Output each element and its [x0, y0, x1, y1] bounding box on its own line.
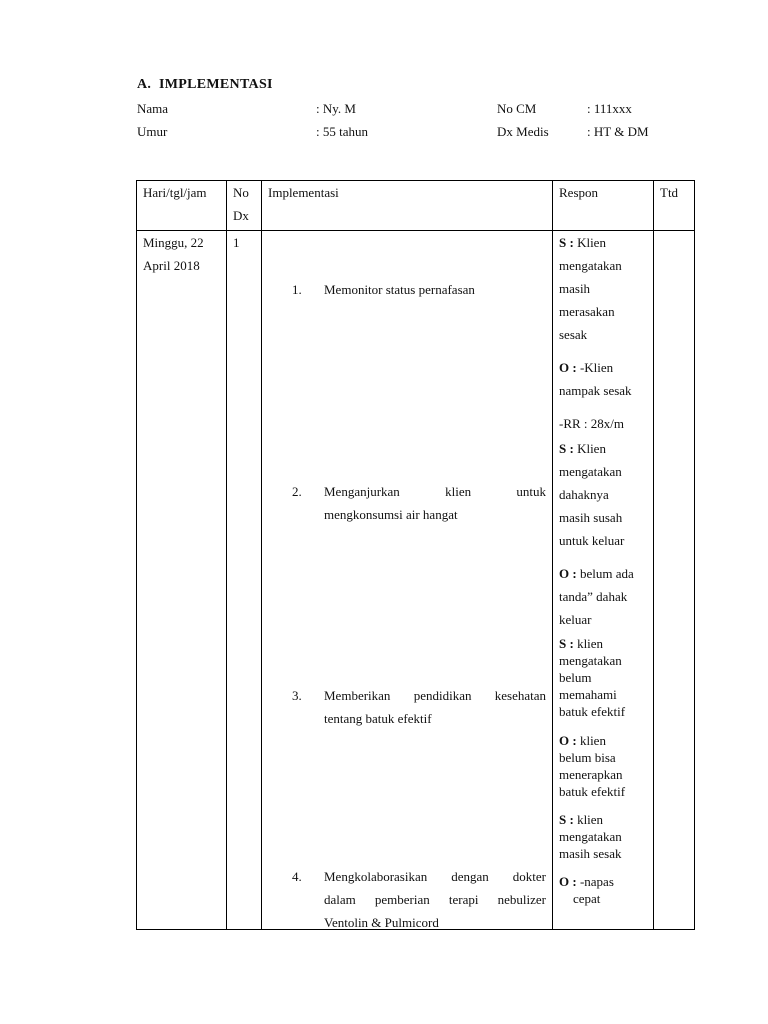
umur-value: : 55 tahun [316, 124, 368, 139]
o-label: O : [559, 566, 577, 581]
nama-value: : Ny. M [316, 101, 356, 116]
impl-text: Ventolin & Pulmicord [324, 915, 439, 930]
respon-text: merasakan [559, 304, 615, 319]
respon-text: klien [573, 812, 604, 827]
respon-text: masih susah [559, 510, 623, 525]
date-line-1: Minggu, 22 [143, 235, 204, 250]
dx-medis-value: : HT & DM [587, 124, 649, 139]
impl-text: Mengkolaborasikan dengan dokter [324, 869, 546, 884]
respon-3-o [559, 732, 647, 800]
respon-text: -RR : 28x/m [559, 416, 625, 431]
header-hari: Hari/tgl/jam [137, 181, 227, 231]
umur-label: Umur [137, 124, 168, 139]
respon-3-s [559, 635, 647, 720]
impl-text: tentang batuk efektif [324, 711, 432, 726]
impl-text: Memberikan pendidikan kesehatan [324, 688, 546, 703]
respon-text: nampak sesak [559, 383, 632, 398]
header-ttd: Ttd [654, 181, 695, 231]
respon-text: -napas [576, 874, 614, 889]
respon-text: masih [559, 281, 591, 296]
s-label: S : [559, 812, 574, 827]
impl-item-4 [268, 865, 546, 934]
respon-text: tanda” dahak [559, 589, 628, 604]
s-label: S : [559, 441, 574, 456]
respon-text: mengatakan [559, 464, 622, 479]
impl-number: 1. [292, 282, 302, 297]
impl-number: 2. [292, 484, 302, 499]
respon-text: batuk efektif [559, 784, 626, 799]
respon-text: sesak [559, 327, 588, 342]
o-label: O : [559, 733, 577, 748]
header-no-dx [227, 181, 262, 231]
date-line-2: April 2018 [143, 258, 200, 273]
header-implementasi: Implementasi [262, 181, 553, 231]
implementation-table [136, 180, 695, 930]
respon-text: klien [573, 636, 604, 651]
section-letter: A. [137, 77, 152, 92]
table-row [137, 231, 695, 930]
respon-text: belum ada [576, 566, 634, 581]
impl-text: Memonitor status pernafasan [324, 282, 475, 297]
s-label: S : [559, 636, 574, 651]
impl-item-1 [268, 278, 546, 301]
respon-text: klien [576, 733, 606, 748]
table-header-row [137, 181, 695, 231]
impl-number: 4. [292, 869, 302, 884]
respon-text: memahami [559, 687, 617, 702]
o-label: O : [559, 360, 577, 375]
respon-text: mengatakan [559, 258, 622, 273]
respon-text: masih sesak [559, 846, 622, 861]
impl-text: dalam pemberian terapi nebulizer [324, 892, 546, 907]
header-dx: Dx [233, 208, 249, 223]
respon-text: mengatakan [559, 829, 622, 844]
impl-item-2 [268, 480, 546, 526]
no-dx-cell: 1 [227, 231, 262, 930]
respon-2-s [559, 437, 647, 552]
respon-4-s [559, 811, 647, 862]
respon-1-s [559, 231, 647, 346]
respon-text: Klien [573, 441, 606, 456]
respon-2-o [559, 562, 647, 631]
respon-1-o [559, 356, 647, 402]
respon-text: keluar [559, 612, 592, 627]
o-label: O : [559, 874, 577, 889]
nama-label: Nama [137, 101, 169, 116]
impl-text: mengkonsumsi air hangat [324, 507, 458, 522]
respon-text: belum bisa [559, 750, 616, 765]
impl-text: Menganjurkan klien untuk [324, 484, 546, 499]
implementasi-cell [262, 231, 553, 930]
respon-text: belum [559, 670, 592, 685]
respon-text: dahaknya [559, 487, 609, 502]
impl-number: 3. [292, 688, 302, 703]
s-label: S : [559, 235, 574, 250]
respon-1-rr [559, 412, 647, 435]
respon-text: mengatakan [559, 653, 622, 668]
respon-text: cepat [573, 891, 601, 906]
respon-cell [553, 231, 654, 930]
date-cell [137, 231, 227, 930]
respon-text: batuk efektif [559, 704, 626, 719]
nocm-label: No CM [497, 101, 537, 116]
dx-medis-label: Dx Medis [497, 124, 549, 139]
respon-text: untuk keluar [559, 533, 625, 548]
section-title [137, 77, 273, 93]
section-title-text: IMPLEMENTASI [159, 77, 273, 92]
respon-text: Klien [573, 235, 606, 250]
header-respon: Respon [553, 181, 654, 231]
impl-item-3 [268, 684, 546, 730]
respon-4-o [559, 873, 647, 907]
ttd-cell [654, 231, 695, 930]
respon-text: menerapkan [559, 767, 623, 782]
nocm-value: : 111xxx [587, 101, 632, 116]
header-no: No [233, 185, 249, 200]
respon-text: -Klien [576, 360, 614, 375]
